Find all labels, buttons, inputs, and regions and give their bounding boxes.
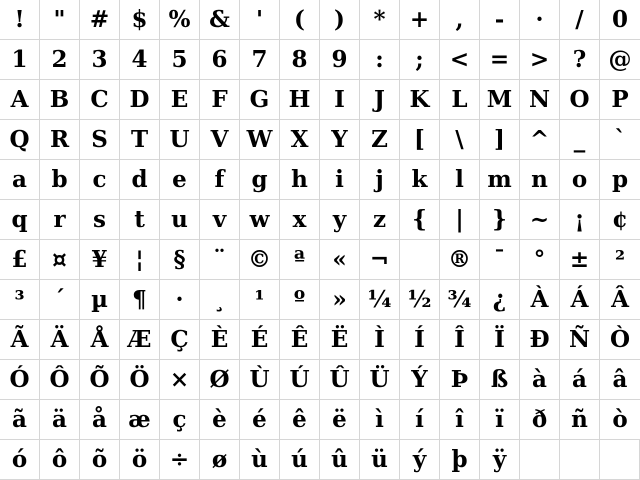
glyph-cell[interactable]: R <box>40 120 80 160</box>
glyph-cell[interactable]: k <box>400 160 440 200</box>
glyph-cell-empty[interactable] <box>560 440 600 480</box>
glyph-cell[interactable]: < <box>440 40 480 80</box>
glyph-cell[interactable]: T <box>120 120 160 160</box>
glyph-cell[interactable]: ( <box>280 0 320 40</box>
glyph-cell[interactable]: J <box>360 80 400 120</box>
glyph-cell[interactable]: ô <box>40 440 80 480</box>
glyph-cell[interactable]: v <box>200 200 240 240</box>
glyph-cell[interactable]: M <box>480 80 520 120</box>
glyph-cell[interactable]: Q <box>0 120 40 160</box>
glyph-cell[interactable]: % <box>160 0 200 40</box>
glyph-cell[interactable]: L <box>440 80 480 120</box>
glyph-cell[interactable]: a <box>0 160 40 200</box>
glyph-cell[interactable]: F <box>200 80 240 120</box>
glyph-cell[interactable]: ´ <box>40 280 80 320</box>
glyph-cell[interactable]: l <box>440 160 480 200</box>
glyph-cell[interactable]: e <box>160 160 200 200</box>
glyph-cell[interactable]: º <box>280 280 320 320</box>
glyph-cell[interactable]: û <box>320 440 360 480</box>
glyph-cell[interactable]: / <box>560 0 600 40</box>
glyph-cell[interactable]: é <box>240 400 280 440</box>
glyph-cell[interactable]: s <box>80 200 120 240</box>
glyph-cell[interactable]: p <box>600 160 640 200</box>
glyph-cell[interactable]: ½ <box>400 280 440 320</box>
glyph-cell[interactable]: Ü <box>360 360 400 400</box>
glyph-cell[interactable]: Ô <box>40 360 80 400</box>
glyph-cell[interactable]: ³ <box>0 280 40 320</box>
glyph-cell[interactable]: t <box>120 200 160 240</box>
glyph-cell[interactable]: ÷ <box>160 440 200 480</box>
glyph-cell[interactable]: Ù <box>240 360 280 400</box>
glyph-cell[interactable]: « <box>320 240 360 280</box>
glyph-cell[interactable]: È <box>200 320 240 360</box>
glyph-cell[interactable]: P <box>600 80 640 120</box>
glyph-cell[interactable]: H <box>280 80 320 120</box>
glyph-cell[interactable]: D <box>120 80 160 120</box>
glyph-cell[interactable]: ¥ <box>80 240 120 280</box>
glyph-cell[interactable]: æ <box>120 400 160 440</box>
glyph-cell[interactable]: } <box>480 200 520 240</box>
glyph-cell[interactable]: ; <box>400 40 440 80</box>
glyph-cell[interactable]: N <box>520 80 560 120</box>
glyph-cell[interactable]: y <box>320 200 360 240</box>
glyph-cell[interactable]: @ <box>600 40 640 80</box>
glyph-cell-empty[interactable] <box>600 440 640 480</box>
glyph-cell[interactable]: \ <box>440 120 480 160</box>
glyph-cell[interactable]: _ <box>560 120 600 160</box>
glyph-cell[interactable]: ª <box>280 240 320 280</box>
glyph-cell[interactable]: þ <box>440 440 480 480</box>
glyph-cell[interactable]: " <box>40 0 80 40</box>
glyph-cell[interactable]: $ <box>120 0 160 40</box>
glyph-cell[interactable]: ñ <box>560 400 600 440</box>
glyph-cell[interactable]: ¶ <box>120 280 160 320</box>
glyph-cell[interactable]: & <box>200 0 240 40</box>
glyph-cell[interactable]: U <box>160 120 200 160</box>
glyph-cell[interactable]: , <box>440 0 480 40</box>
glyph-cell[interactable]: A <box>0 80 40 120</box>
glyph-cell[interactable]: õ <box>80 440 120 480</box>
glyph-cell[interactable]: G <box>240 80 280 120</box>
glyph-cell[interactable]: z <box>360 200 400 240</box>
glyph-cell[interactable]: ù <box>240 440 280 480</box>
glyph-cell[interactable]: × <box>160 360 200 400</box>
glyph-cell-empty[interactable] <box>520 440 560 480</box>
glyph-cell[interactable]: g <box>240 160 280 200</box>
glyph-cell[interactable]: â <box>600 360 640 400</box>
glyph-cell[interactable]: Ñ <box>560 320 600 360</box>
glyph-cell[interactable]: ¨ <box>200 240 240 280</box>
glyph-cell[interactable]: ~ <box>520 200 560 240</box>
glyph-cell[interactable]: ò <box>600 400 640 440</box>
glyph-cell[interactable]: i <box>320 160 360 200</box>
glyph-cell[interactable]: 8 <box>280 40 320 80</box>
glyph-cell[interactable]: j <box>360 160 400 200</box>
glyph-cell[interactable]: Y <box>320 120 360 160</box>
glyph-cell[interactable]: ú <box>280 440 320 480</box>
glyph-cell[interactable]: Z <box>360 120 400 160</box>
glyph-cell[interactable]: ä <box>40 400 80 440</box>
glyph-cell[interactable]: 3 <box>80 40 120 80</box>
glyph-cell[interactable]: # <box>80 0 120 40</box>
glyph-cell[interactable]: ¼ <box>360 280 400 320</box>
glyph-cell[interactable]: à <box>520 360 560 400</box>
glyph-cell[interactable]: E <box>160 80 200 120</box>
glyph-cell[interactable]: Ä <box>40 320 80 360</box>
glyph-cell[interactable]: ö <box>120 440 160 480</box>
glyph-cell[interactable]: Í <box>400 320 440 360</box>
glyph-cell[interactable]: 2 <box>40 40 80 80</box>
glyph-cell[interactable]: ã <box>0 400 40 440</box>
glyph-cell[interactable]: [ <box>400 120 440 160</box>
glyph-cell[interactable]: ° <box>520 240 560 280</box>
glyph-cell[interactable]: ¤ <box>40 240 80 280</box>
glyph-cell[interactable]: 1 <box>0 40 40 80</box>
glyph-cell[interactable]: Ø <box>200 360 240 400</box>
glyph-cell[interactable]: ¿ <box>480 280 520 320</box>
glyph-cell[interactable]: Æ <box>120 320 160 360</box>
glyph-cell[interactable]: ¦ <box>120 240 160 280</box>
glyph-cell[interactable]: Ë <box>320 320 360 360</box>
glyph-cell[interactable]: * <box>360 0 400 40</box>
glyph-cell[interactable]: î <box>440 400 480 440</box>
glyph-cell[interactable]: ç <box>160 400 200 440</box>
glyph-cell[interactable]: · <box>160 280 200 320</box>
glyph-cell[interactable]: K <box>400 80 440 120</box>
glyph-cell[interactable]: Ó <box>0 360 40 400</box>
glyph-cell[interactable]: W <box>240 120 280 160</box>
glyph-cell[interactable]: 7 <box>240 40 280 80</box>
glyph-cell[interactable]: B <box>40 80 80 120</box>
glyph-cell[interactable]: © <box>240 240 280 280</box>
glyph-cell[interactable]: » <box>320 280 360 320</box>
glyph-cell[interactable]: è <box>200 400 240 440</box>
glyph-cell[interactable]: 6 <box>200 40 240 80</box>
glyph-cell[interactable]: ® <box>440 240 480 280</box>
glyph-cell[interactable]: c <box>80 160 120 200</box>
glyph-cell[interactable]: S <box>80 120 120 160</box>
glyph-cell[interactable]: = <box>480 40 520 80</box>
glyph-cell[interactable]: w <box>240 200 280 240</box>
glyph-cell[interactable]: ¢ <box>600 200 640 240</box>
glyph-cell[interactable]: Õ <box>80 360 120 400</box>
glyph-cell[interactable]: Å <box>80 320 120 360</box>
glyph-cell[interactable]: ï <box>480 400 520 440</box>
glyph-cell[interactable]: o <box>560 160 600 200</box>
glyph-cell[interactable]: µ <box>80 280 120 320</box>
glyph-cell[interactable]: ì <box>360 400 400 440</box>
glyph-cell[interactable]: Ö <box>120 360 160 400</box>
glyph-cell[interactable]: ¡ <box>560 200 600 240</box>
glyph-cell[interactable]: ? <box>560 40 600 80</box>
glyph-cell[interactable]: ó <box>0 440 40 480</box>
glyph-cell[interactable]: Ý <box>400 360 440 400</box>
glyph-cell[interactable]: ¹ <box>240 280 280 320</box>
glyph-cell[interactable]: ê <box>280 400 320 440</box>
glyph-cell[interactable]: 4 <box>120 40 160 80</box>
glyph-cell[interactable]: ^ <box>520 120 560 160</box>
glyph-cell[interactable]: { <box>400 200 440 240</box>
glyph-cell[interactable]: ý <box>400 440 440 480</box>
glyph-cell[interactable]: ü <box>360 440 400 480</box>
glyph-cell[interactable]: 9 <box>320 40 360 80</box>
glyph-cell[interactable]: u <box>160 200 200 240</box>
glyph-cell[interactable]: V <box>200 120 240 160</box>
glyph-cell[interactable]: : <box>360 40 400 80</box>
glyph-cell[interactable]: 0 <box>600 0 640 40</box>
glyph-cell[interactable]: r <box>40 200 80 240</box>
glyph-cell[interactable]: | <box>440 200 480 240</box>
glyph-cell[interactable]: m <box>480 160 520 200</box>
glyph-cell[interactable]: Ï <box>480 320 520 360</box>
glyph-cell[interactable]: á <box>560 360 600 400</box>
glyph-cell[interactable]: Ç <box>160 320 200 360</box>
glyph-cell[interactable]: ø <box>200 440 240 480</box>
glyph-cell[interactable]: ë <box>320 400 360 440</box>
glyph-cell[interactable]: ' <box>240 0 280 40</box>
glyph-cell[interactable]: ` <box>600 120 640 160</box>
glyph-cell[interactable]: · <box>520 0 560 40</box>
glyph-cell[interactable]: Ú <box>280 360 320 400</box>
glyph-cell[interactable]: + <box>400 0 440 40</box>
glyph-cell[interactable]: ! <box>0 0 40 40</box>
glyph-cell[interactable]: ÿ <box>480 440 520 480</box>
glyph-cell[interactable]: > <box>520 40 560 80</box>
glyph-cell[interactable]: É <box>240 320 280 360</box>
glyph-cell[interactable]: f <box>200 160 240 200</box>
glyph-cell[interactable]: § <box>160 240 200 280</box>
glyph-cell[interactable]: Á <box>560 280 600 320</box>
glyph-cell[interactable]: Î <box>440 320 480 360</box>
glyph-cell[interactable]: I <box>320 80 360 120</box>
glyph-cell[interactable]: h <box>280 160 320 200</box>
glyph-cell[interactable]: ¯ <box>480 240 520 280</box>
glyph-cell[interactable] <box>400 240 440 280</box>
glyph-cell[interactable]: å <box>80 400 120 440</box>
glyph-cell[interactable]: Â <box>600 280 640 320</box>
glyph-cell[interactable]: Ì <box>360 320 400 360</box>
glyph-cell[interactable]: C <box>80 80 120 120</box>
glyph-cell[interactable]: ] <box>480 120 520 160</box>
glyph-cell[interactable]: O <box>560 80 600 120</box>
glyph-cell[interactable]: Û <box>320 360 360 400</box>
glyph-cell[interactable]: £ <box>0 240 40 280</box>
glyph-cell[interactable]: x <box>280 200 320 240</box>
glyph-cell[interactable]: í <box>400 400 440 440</box>
glyph-cell[interactable]: 5 <box>160 40 200 80</box>
glyph-cell[interactable]: X <box>280 120 320 160</box>
glyph-cell[interactable]: b <box>40 160 80 200</box>
glyph-cell[interactable]: Ê <box>280 320 320 360</box>
glyph-cell[interactable]: ß <box>480 360 520 400</box>
glyph-cell[interactable]: ± <box>560 240 600 280</box>
glyph-cell[interactable]: Þ <box>440 360 480 400</box>
glyph-cell[interactable]: ¾ <box>440 280 480 320</box>
glyph-cell[interactable]: Ã <box>0 320 40 360</box>
glyph-cell[interactable]: ) <box>320 0 360 40</box>
glyph-cell[interactable]: ² <box>600 240 640 280</box>
glyph-cell[interactable]: - <box>480 0 520 40</box>
glyph-cell[interactable]: n <box>520 160 560 200</box>
glyph-cell[interactable]: Ò <box>600 320 640 360</box>
glyph-cell[interactable]: Ð <box>520 320 560 360</box>
glyph-cell[interactable]: ¸ <box>200 280 240 320</box>
glyph-cell[interactable]: ð <box>520 400 560 440</box>
glyph-cell[interactable]: d <box>120 160 160 200</box>
glyph-cell[interactable]: ¬ <box>360 240 400 280</box>
glyph-cell[interactable]: À <box>520 280 560 320</box>
glyph-cell[interactable]: q <box>0 200 40 240</box>
